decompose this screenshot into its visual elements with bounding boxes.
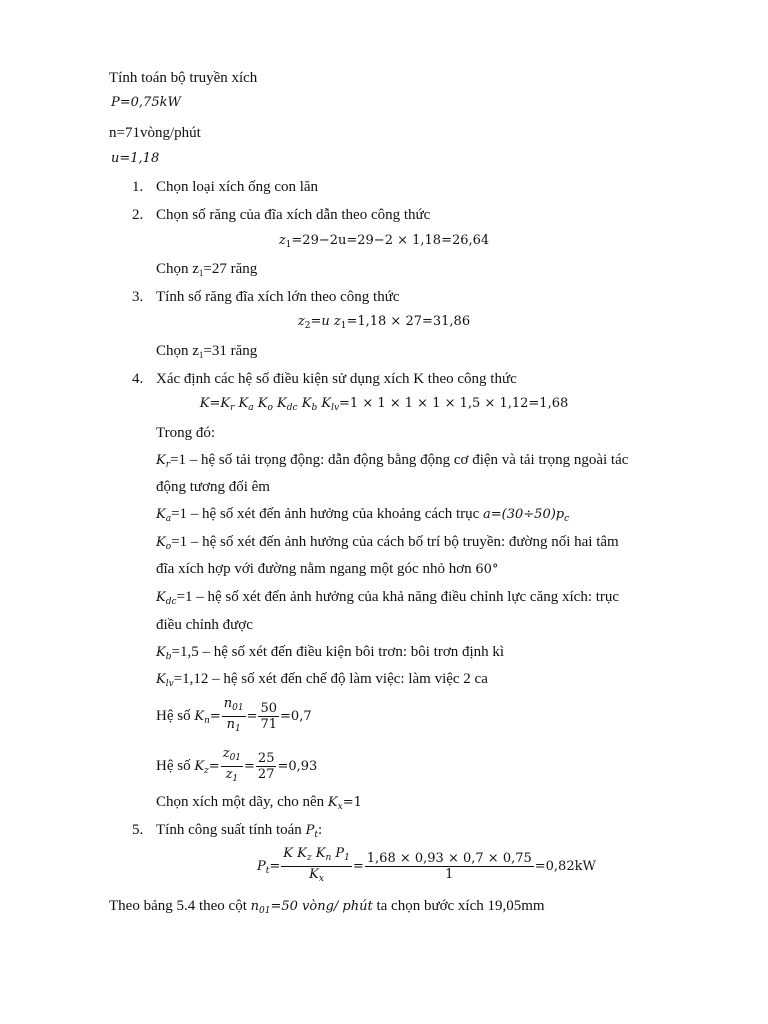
ko-line: $K_o=1$ – hệ số xét đến ảnh hưởng của cách bố trí bộ truyền: đường nối hai tâm xyxy=(156,534,619,552)
power-value: P=0,75kW xyxy=(111,95,181,110)
document-title: Tính toán bộ truyền xích xyxy=(109,70,258,86)
step-number: 4. xyxy=(132,371,144,387)
chon-xich-line: Chọn xích một dãy, cho nên $K_x=1$ xyxy=(156,794,362,812)
choose-z1: Chọn $z_1=27$ răng xyxy=(156,261,258,278)
step-text: Tính công suất tính toán $P_t$: xyxy=(156,822,323,840)
step-number: 5. xyxy=(132,822,144,838)
formula-k: $K=K_r$ $K_a$ $K_o$ $K_{dc}$ $K_b$ $K_{lv}=1 \times 1 \times 1 \times 1 \times 1,5 \times 1,12=1,68$ xyxy=(199,396,569,413)
step-number: 3. xyxy=(132,289,144,305)
kn-formula: Hệ số $K_n=$ $\frac{n_{01}}{n_1}$ = $\frac{50}{71}$ =0,7 xyxy=(156,696,312,734)
formula-z1: $z_1=29-2u=29-2 \times 1,18=26,64$ xyxy=(278,233,490,250)
kr-line-cont: động tương đối êm xyxy=(156,479,270,495)
choose-z2: Chọn $z_1=31$ răng xyxy=(156,343,258,360)
kr-line: $K_r=1$ – hệ số tải trọng động: dẫn động bằng động cơ điện và tải trọng ngoài tác xyxy=(156,452,629,470)
step-text: Xác định các hệ số điều kiện sử dụng xích K theo công thức xyxy=(156,371,517,387)
conclusion-line: Theo bảng 5.4 theo cột $n_{01}=50$ vòng/ phút ta chọn bước xích 19,05mm xyxy=(109,898,545,916)
kz-formula: Hệ số $K_z=$ $\frac{z_{01}}{z_1}$ = $\frac{25}{27}$ =0,93 xyxy=(156,746,318,784)
kdc-line: $K_{dc}=1$ – hệ số xét đến ảnh hưởng của khả năng điều chỉnh lực căng xích: trục xyxy=(156,589,620,607)
step-number: 1. xyxy=(132,179,144,195)
ko-line-cont: đĩa xích hợp với đường nằm ngang một góc nhỏ hơn 60° xyxy=(156,561,499,577)
formula-z2: $z_2=u$ $z_1=1,18 \times 27=31,86$ xyxy=(297,314,471,331)
trong-do-label: Trong đó: xyxy=(156,425,216,441)
step-number: 2. xyxy=(132,207,144,223)
step-text: Chọn số răng của đĩa xích dẫn theo công thức xyxy=(156,207,431,223)
kb-line: $K_b=1,5$ – hệ số xét đến điều kiện bôi trơn: bôi trơn định kì xyxy=(156,644,505,662)
speed-value: n=71vòng/phút xyxy=(109,125,201,141)
step-text: Tính số răng đĩa xích lớn theo công thức xyxy=(156,289,400,305)
step-text: Chọn loại xích ống con lăn xyxy=(156,179,319,195)
kdc-line-cont: điều chỉnh được xyxy=(156,617,253,633)
ka-line: $K_a=1$ – hệ số xét đến ảnh hưởng của khoảng cách trục $a=(30\div 50)p_c$ xyxy=(156,506,570,524)
klv-line: $K_{lv}=1,12$ – hệ số xét đến chế độ làm việc: làm việc 2 ca xyxy=(156,671,488,689)
pt-formula: $P_t=$ $\frac{K K_z K_n P_1}{K_x}$ = $\frac{1,68 \times 0,93 \times 0,7 \times 0,75}{1}$ =0,82kW xyxy=(257,846,596,884)
ratio-value: u=1,18 xyxy=(111,151,160,166)
